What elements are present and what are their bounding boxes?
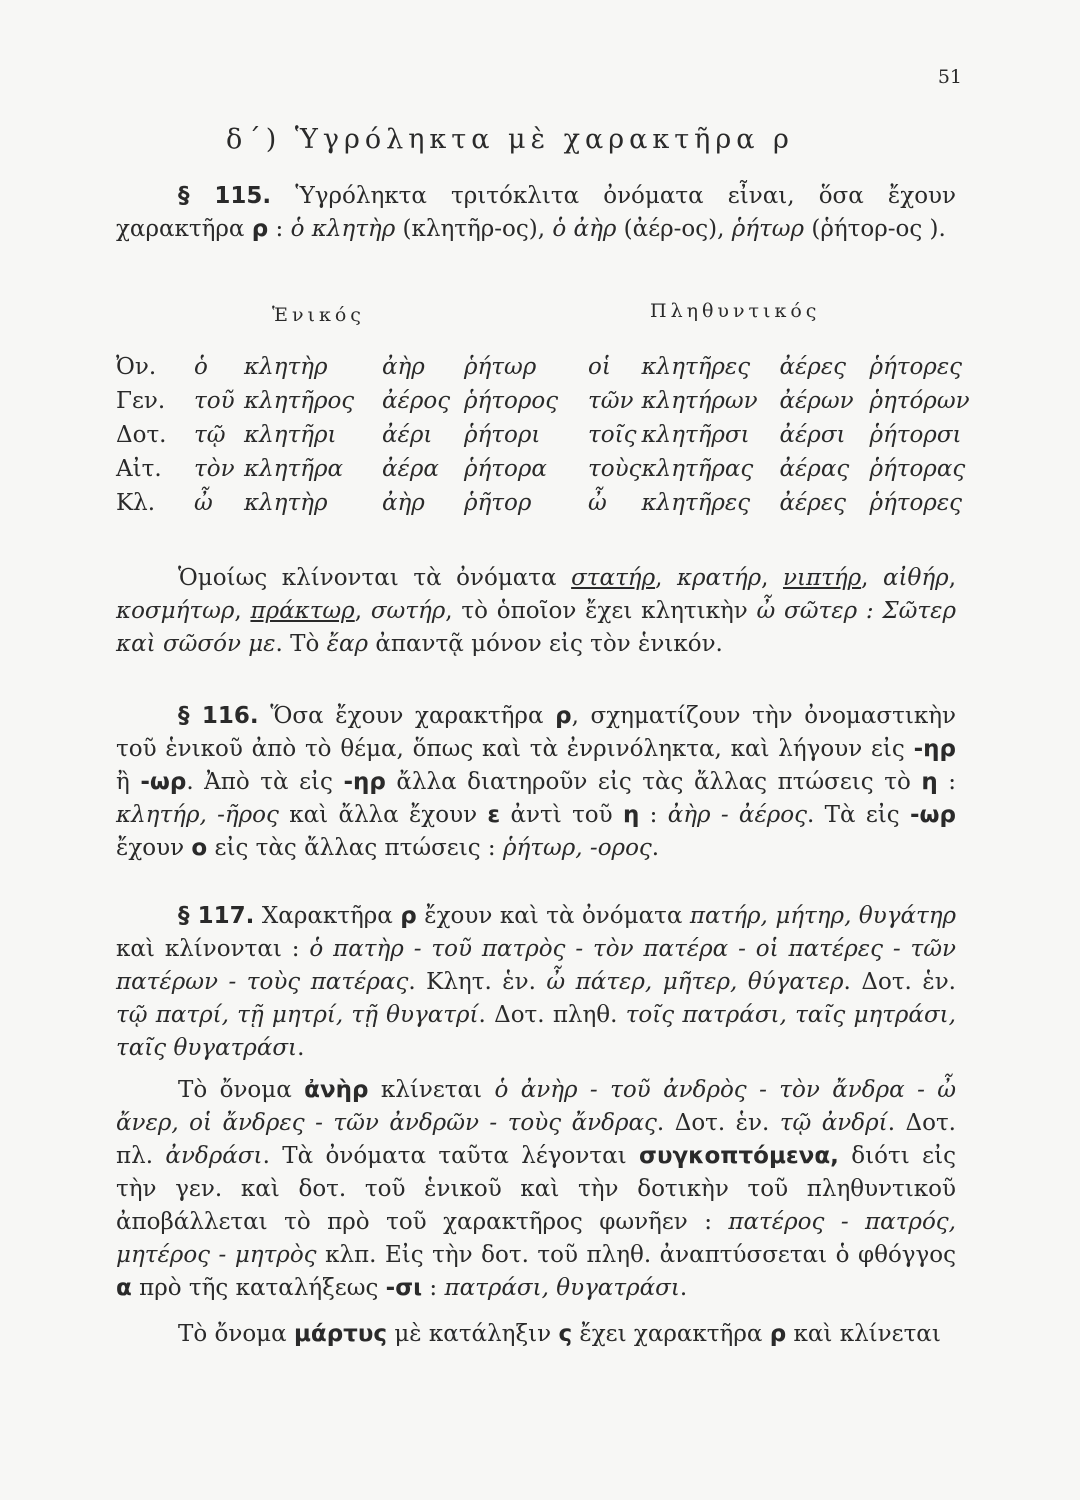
section-number: § 116. bbox=[178, 703, 259, 729]
case-label: Κλ. bbox=[116, 490, 156, 516]
paragraph-116: § 116. Ὅσα ἔχουν χαρακτῆρα ρ, σχηματίζουν τὴν ὀνομαστικὴν τοῦ ἑνικοῦ ἀπὸ τὸ θέμα, ὅπως καὶ τὰ ἐνρινόληκτα, καὶ λήγουν εἰς -ηρ ἢ -ωρ. Ἀπὸ τὰ εἰς -ηρ ἄλλα διατηροῦν εἰς τὰς ἄλλας πτώσεις τὸ η : κλητήρ, -ῆρος καὶ ἄλλα ἔχουν ε ἀντὶ τοῦ η : ἀὴρ - ἀέρος. Τὰ εἰς -ωρ ἔχουν ο εἰς τὰς ἄλλας πτώσεις : ῥήτωρ, -ορος. bbox=[116, 703, 957, 861]
paragraph-115: § 115. Ὑγρόληκτα τριτόκλιτα ὀνόματα εἶναι, ὅσα ἔχουν χαρακτῆρα ρ : ὁ κλητὴρ (κλητῆρ-ος), ὁ ἀὴρ (ἀέρ-ος), ῥήτωρ (ῥήτορ-ος ). bbox=[116, 183, 956, 242]
declension-table bbox=[116, 352, 970, 522]
paragraph-martys: Τὸ ὄνομα μάρτυς μὲ κατάληξιν ς ἔχει χαρακτῆρα ρ καὶ κλίνεται bbox=[178, 1321, 941, 1347]
table-row: Δοτ. τῷ κλητῆρι ἀέρι ῥήτορι τοῖς κλητῆρσι ἀέρσι ῥήτορσι bbox=[116, 420, 970, 454]
case-label: Δοτ. bbox=[116, 422, 167, 448]
plural-header: Πληθυντικός bbox=[650, 300, 821, 322]
section-heading: δ΄) Ὑγρόληκτα μὲ χαρακτῆρα ρ bbox=[226, 124, 794, 155]
table-row: Κλ. ὦ κλητὴρ ἀὴρ ῥῆτορ ὦ κλητῆρες ἀέρες ῥήτορες bbox=[116, 488, 970, 522]
case-label: Ὀν. bbox=[116, 354, 157, 380]
paragraph-aner: Τὸ ὄνομα ἀνὴρ κλίνεται ὁ ἀνὴρ - τοῦ ἀνδρὸς - τὸν ἄνδρα - ὦ ἄνερ, οἱ ἄνδρες - τῶν ἀνδρῶν - τοὺς ἄνδρας. Δοτ. ἑν. τῷ ἀνδρί. Δοτ. πλ. ἀνδράσι. Τὰ ὀνόματα ταῦτα λέγονται συγκοπτόμενα, διότι εἰς τὴν γεν. καὶ δοτ. τοῦ ἑνικοῦ καὶ τὴν δοτικὴν τοῦ πληθυντικοῦ ἀποβάλλεται τὸ πρὸ τοῦ χαρακτῆρος φωνῆεν : πατέρος - πατρός, μητέρος - μητρὸς κλπ. Εἰς τὴν δοτ. τοῦ πληθ. ἀναπτύσσεται ὁ φθόγγος α πρὸ τῆς καταλήξεως -σι : πατράσι, θυγατράσι. bbox=[116, 1077, 957, 1301]
section-number: § 117. bbox=[178, 903, 255, 929]
table-row: Γεν. τοῦ κλητῆρος ἀέρος ῥήτορος τῶν κλητήρων ἀέρων ῥητόρων bbox=[116, 386, 970, 420]
table-row: Ὀν. ὁ κλητὴρ ἀὴρ ῥήτωρ οἱ κλητῆρες ἀέρες ῥήτορες bbox=[116, 352, 970, 386]
case-label: Αἰτ. bbox=[116, 456, 162, 482]
page-number: 51 bbox=[937, 66, 962, 88]
singular-header: Ἑνικός bbox=[272, 304, 365, 326]
paragraph-similar: Ὁμοίως κλίνονται τὰ ὀνόματα στατήρ, κρατήρ, νιπτήρ, αἰθήρ, κοσμήτωρ, πράκτωρ, σωτήρ, τὸ ὁποῖον ἔχει κλητικὴν ὦ σῶτερ : Σῶτερ καὶ σῶσόν με. Τὸ ἔαρ ἀπαντᾷ μόνον εἰς τὸν ἑνικόν. bbox=[116, 565, 957, 657]
section-number: § 115. bbox=[178, 183, 272, 209]
table-row: Αἰτ. τὸν κλητῆρα ἀέρα ῥήτορα τοὺς κλητῆρας ἀέρας ῥήτορας bbox=[116, 454, 970, 488]
case-label: Γεν. bbox=[116, 388, 166, 414]
paragraph-117: § 117. Χαρακτῆρα ρ ἔχουν καὶ τὰ ὀνόματα πατήρ, μήτηρ, θυγάτηρ καὶ κλίνονται : ὁ πατὴρ - τοῦ πατρὸς - τὸν πατέρα - οἱ πατέρες - τῶν πατέρων - τοὺς πατέρας. Κλητ. ἑν. ὦ πάτερ, μῆτερ, θύγατερ. Δοτ. ἑν. τῷ πατρί, τῇ μητρί, τῇ θυγατρί. Δοτ. πληθ. τοῖς πατράσι, ταῖς μητράσι, ταῖς θυγατράσι. bbox=[116, 903, 956, 1061]
